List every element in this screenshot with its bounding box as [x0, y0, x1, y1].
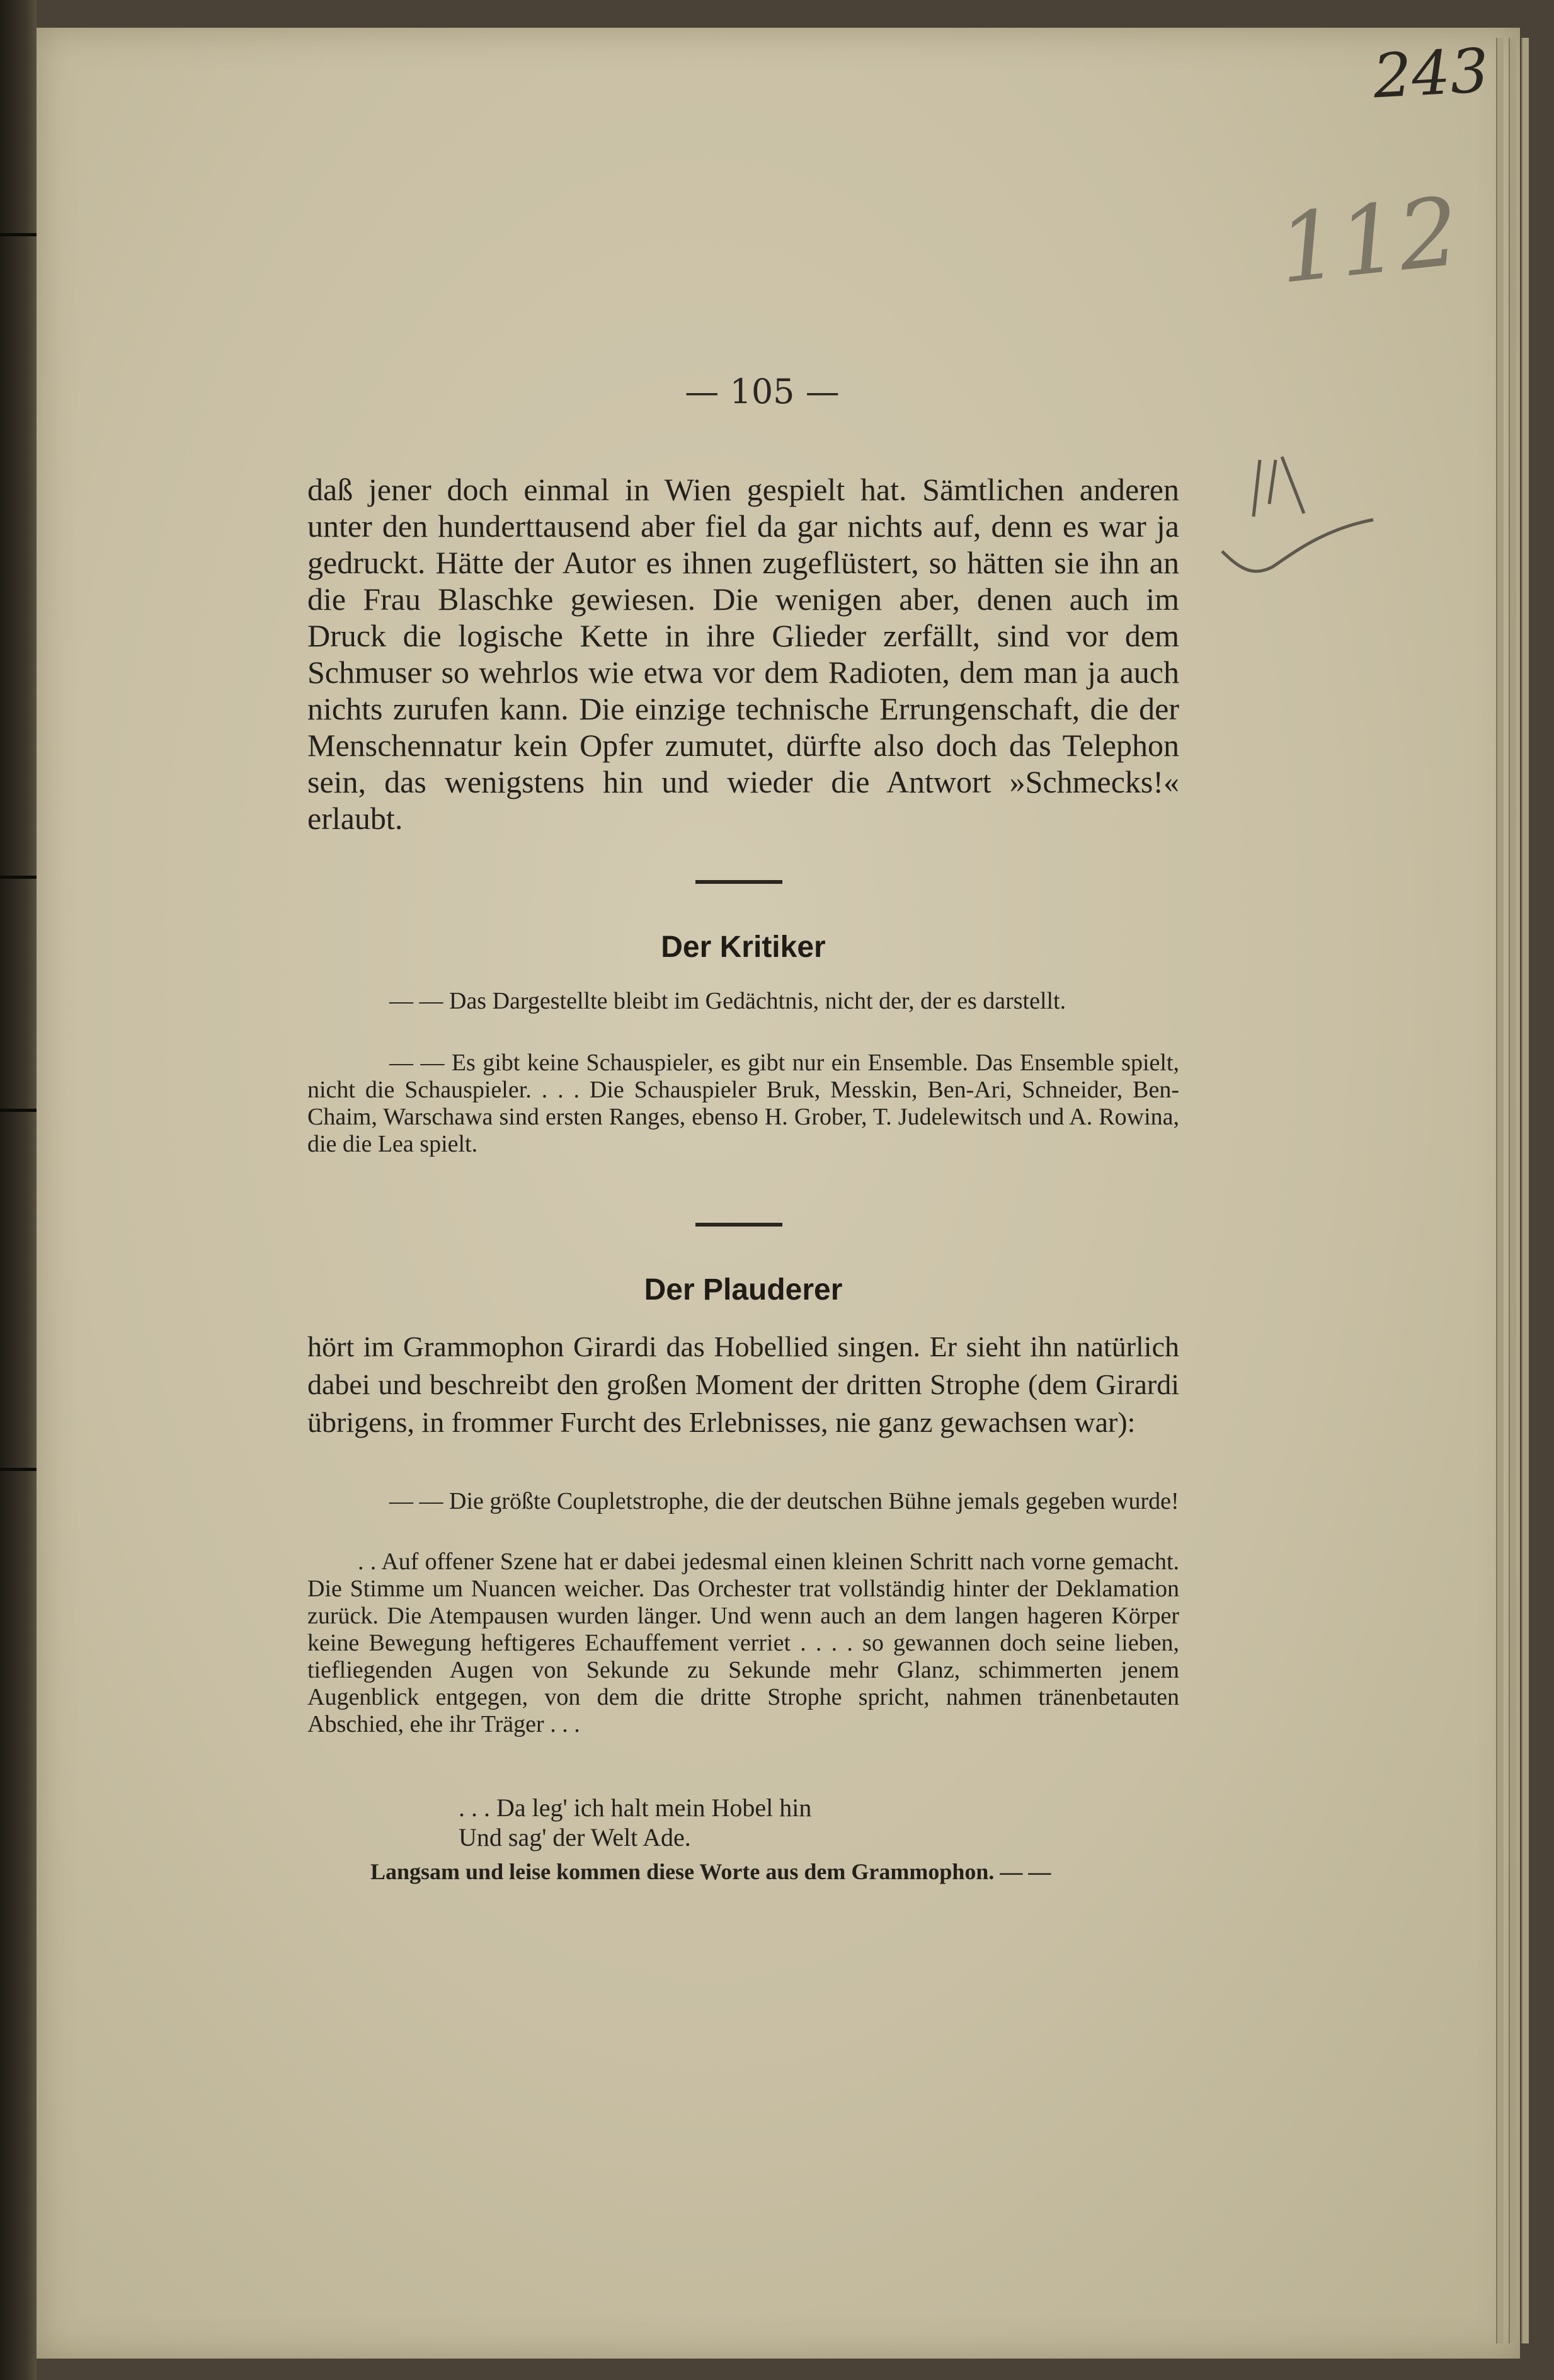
pencil-note: 112 [1273, 177, 1465, 305]
kritiker-paragraph [307, 1050, 1179, 1158]
plauderer-paragraph [307, 1328, 1179, 1441]
kritiker-text: — — Es gibt keine Schauspieler, es gibt nur ein Ensemble. Das Ensemble spielt, nicht die Schauspieler. . . . Die Schauspieler Bruk, Messkin, Ben-Ari, Schneider, Ben-Chaim, Warschawa sind ersten Ranges, ebenso H. Grober, T. Judelewitsch und A. Rowina, die die Lea spielt. [307, 1050, 1179, 1157]
closing-line: Langsam und leise kommen diese Worte aus dem Grammophon. — — [370, 1859, 1051, 1884]
heading-kritiker: Der Kritiker [661, 930, 826, 964]
plauderer-text: hört im Grammophon Girardi das Hobellied singen. Er sieht ihn natürlich dabei und beschreibt den großen Moment der dritten Strophe (dem Girardi übrigens, in frommer Furcht des Erlebnisses, nie ganz gewachsen war): [307, 1330, 1179, 1438]
binding-mark [0, 1109, 37, 1112]
kritiker-text: — — Das Dargestellte bleibt im Gedächtnis, nicht der, der es darstellt. [389, 988, 1066, 1014]
binding-mark [0, 1468, 37, 1471]
section-divider [695, 880, 782, 884]
page-number: — 105 — [685, 372, 840, 411]
intro-paragraph [307, 471, 1179, 837]
verse-line: . . . Da leg' ich halt mein Hobel hin [459, 1794, 812, 1822]
kritiker-paragraph [307, 988, 1179, 1015]
check-mark-icon [1216, 435, 1380, 598]
verse-line: Und sag' der Welt Ade. [459, 1823, 691, 1851]
archive-number: 243 [1371, 35, 1491, 112]
binding-mark [0, 233, 37, 236]
heading-plauderer: Der Plauderer [644, 1273, 843, 1307]
plauderer-description-text: . . Auf offener Szene hat er dabei jedesmal einen kleinen Schritt nach vorne gemacht. Die Stimme um Nuancen weicher. Das Orchester trat vollständig hinter der Deklamation zurück. Die Atempausen wurden länger. Und wenn auch an dem langen hageren Körper keine Bewegung heftigeres Echauffement verriet . . . . so gewannen doch seine lieben, tiefliegenden Augen von Sekunde zu Sekunde mehr Glanz, schimmerten jenem Augenblick entgegen, von dem die dritte Strophe spricht, nahmen tränenbetauten Abschied, ehe ihr Träger . . . [307, 1548, 1179, 1737]
binding-mark [0, 876, 37, 879]
page-edge [1509, 38, 1516, 2343]
page-edge [1496, 38, 1504, 2343]
book-binding [0, 0, 37, 2380]
section-divider [695, 1223, 782, 1227]
plauderer-quote [307, 1488, 1179, 1515]
page-edge [1521, 38, 1529, 2343]
intro-text: daß jener doch einmal in Wien gespielt hat. Sämtlichen anderen unter den hunderttausend aber fiel da gar nichts auf, denn es war ja gedruckt. Hätte der Autor es ihnen zugeflüstert, so hätten sie ihn an die Frau Blaschke gewiesen. Die wenigen aber, denen auch im Druck die logische Kette in ihre Glieder zerfällt, sind vor dem Schmuser so wehrlos wie etwa vor dem Radioten, dem man ja auch nichts zurufen kann. Die einzige technische Errungenschaft, die der Menschennatur kein Opfer zumutet, dürfte also doch das Telephon sein, das wenigstens hin und wieder die Antwort »Schmecks!« erlaubt. [307, 472, 1179, 836]
plauderer-description [307, 1548, 1179, 1738]
plauderer-quote-text: — — Die größte Coupletstrophe, die der deutschen Bühne jemals gegeben wurde! [389, 1488, 1179, 1514]
song-verse [459, 1793, 1026, 1852]
